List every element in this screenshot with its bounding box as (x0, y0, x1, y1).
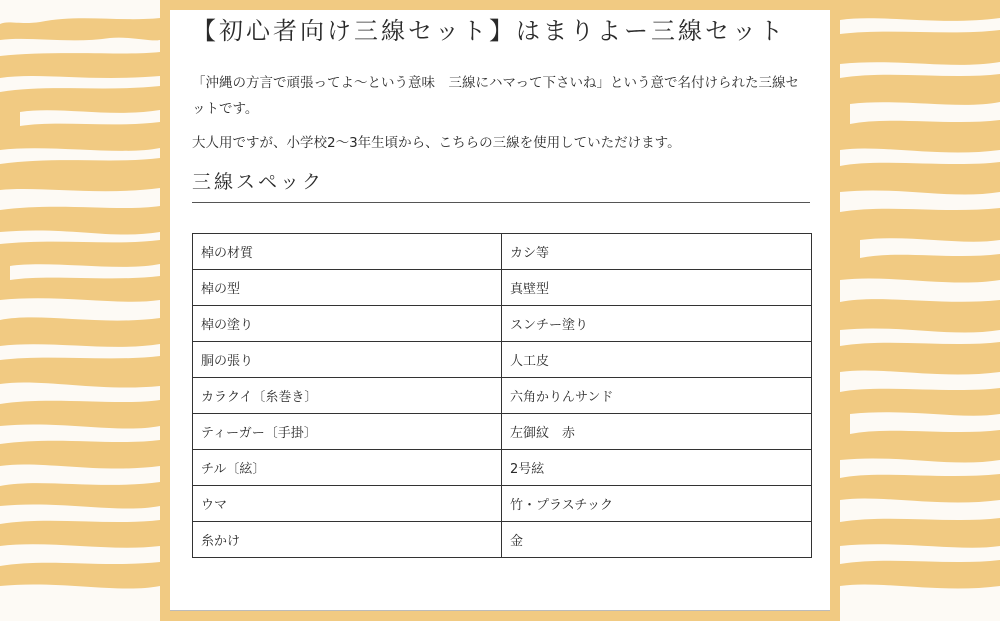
table-row (193, 450, 812, 486)
table-row (193, 378, 812, 414)
spec-label: カラクイ〔糸巻き〕 (193, 378, 502, 414)
table-row (193, 270, 812, 306)
table-row (193, 486, 812, 522)
spec-label: ウマ (193, 486, 502, 522)
spec-value: 竹・プラスチック (502, 486, 812, 522)
spec-label: 胴の張り (193, 342, 502, 378)
product-card (170, 10, 830, 611)
spec-value: 人工皮 (502, 342, 812, 378)
spec-heading: 三線スペック (192, 167, 810, 203)
spec-value: スンチー塗り (502, 306, 812, 342)
spec-value: 真壁型 (502, 270, 812, 306)
product-usage-note: 大人用ですが、小学校2〜3年生頃から、こちらの三線を使用していただけます。 (192, 135, 681, 151)
spec-label: チル〔絃〕 (193, 450, 502, 486)
spec-value: 六角かりんサンド (502, 378, 812, 414)
table-row (193, 342, 812, 378)
spec-label: 棹の型 (193, 270, 502, 306)
table-row (193, 234, 812, 270)
table-row (193, 414, 812, 450)
spec-value: 金 (502, 522, 812, 558)
product-description: 「沖縄の方言で頑張ってよ〜という意味 三線にハマって下さいね」という意で名付けられた三線セットです。 (192, 75, 799, 117)
bottom-divider (170, 610, 830, 611)
spec-value: 2号絃 (502, 450, 812, 486)
spec-table (192, 233, 812, 558)
spec-label: 糸かけ (193, 522, 502, 558)
spec-label: 棹の塗り (193, 306, 502, 342)
table-row (193, 522, 812, 558)
spec-value: カシ等 (502, 234, 812, 270)
spec-label: 棹の材質 (193, 234, 502, 270)
spec-value: 左御紋 赤 (502, 414, 812, 450)
table-row (193, 306, 812, 342)
spec-label: ティーガー〔手掛〕 (193, 414, 502, 450)
product-title: 【初心者向け三線セット】はまりよー三線セット (192, 17, 786, 45)
